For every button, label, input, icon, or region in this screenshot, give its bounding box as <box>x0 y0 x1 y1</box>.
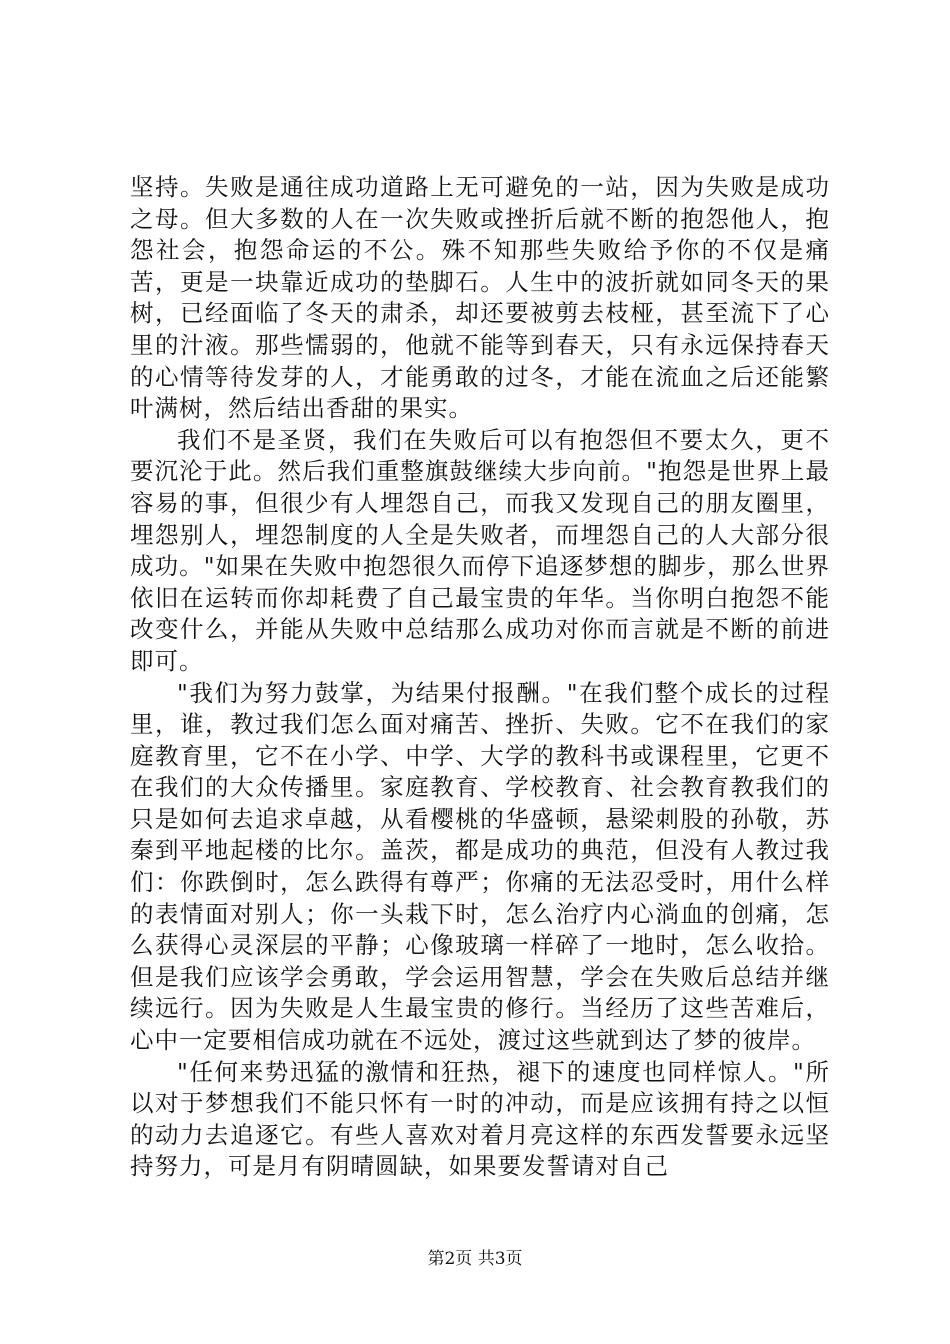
paragraph-1: 坚持。失败是通往成功道路上无可避免的一站，因为失败是成功之母。但大多数的人在一次失败或挫折后就不断的抱怨他人，抱怨社会，抱怨命运的不公。殊不知那些失败给予你的不仅是痛苦，更是一块靠近成功的垫脚石。人生中的波折就如同冬天的果树，已经面临了冬天的肃杀，却还要被剪去枝桠，甚至流下了心里的汁液。那些懦弱的，他就不能等到春天，只有永远保持春天的心情等待发芽的人，才能勇敢的过冬，才能在流血之后还能繁叶满树，然后结出香甜的果实。 <box>130 173 830 423</box>
paragraph-4: "任何来势迅猛的激情和狂热，褪下的速度也同样惊人。"所以对于梦想我们不能只怀有一时的冲动，而是应该拥有持之以恒的动力去追逐它。有些人喜欢对着月亮这样的东西发誓要永远坚持努力，可是月有阴晴圆缺，如果要发誓请对自己 <box>130 1057 830 1181</box>
page-number-footer: 第2页 共3页 <box>427 1249 523 1269</box>
paragraph-2: 我们不是圣贤，我们在失败后可以有抱怨但不要太久，更不要沉沦于此。然后我们重整旗鼓继续大步向前。"抱怨是世界上最容易的事，但很少有人埋怨自己，而我又发现自己的朋友圈里，埋怨别人，埋怨制度的人全是失败者，而埋怨自己的人大部分很成功。"如果在失败中抱怨很久而停下追逐梦想的脚步，那么世界依旧在运转而你却耗费了自己最宝贵的年华。当你明白抱怨不能改变什么，并能从失败中总结那么成功对你而言就是不断的前进即可。 <box>130 425 830 675</box>
paragraph-3: "我们为努力鼓掌，为结果付报酬。"在我们整个成长的过程里，谁，教过我们怎么面对痛苦、挫折、失败。它不在我们的家庭教育里，它不在小学、中学、大学的教科书或课程里，它更不在我们的大众传播里。家庭教育、学校教育、社会教育教我们的只是如何去追求卓越，从看樱桃的华盛顿，悬梁刺股的孙敬，苏秦到平地起楼的比尔。盖茨，都是成功的典范，但没有人教过我们：你跌倒时，怎么跌得有尊严；你痛的无法忍受时，用什么样的表情面对别人；你一头栽下时，怎么治疗内心淌血的创痛，怎么获得心灵深层的平静；心像玻璃一样碎了一地时，怎么收拾。但是我们应该学会勇敢，学会运用智慧，学会在失败后总结并继续远行。因为失败是人生最宝贵的修行。当经历了这些苦难后，心中一定要相信成功就在不远处，渡过这些就到达了梦的彼岸。 <box>130 678 830 1055</box>
document-body <box>130 172 830 1183</box>
